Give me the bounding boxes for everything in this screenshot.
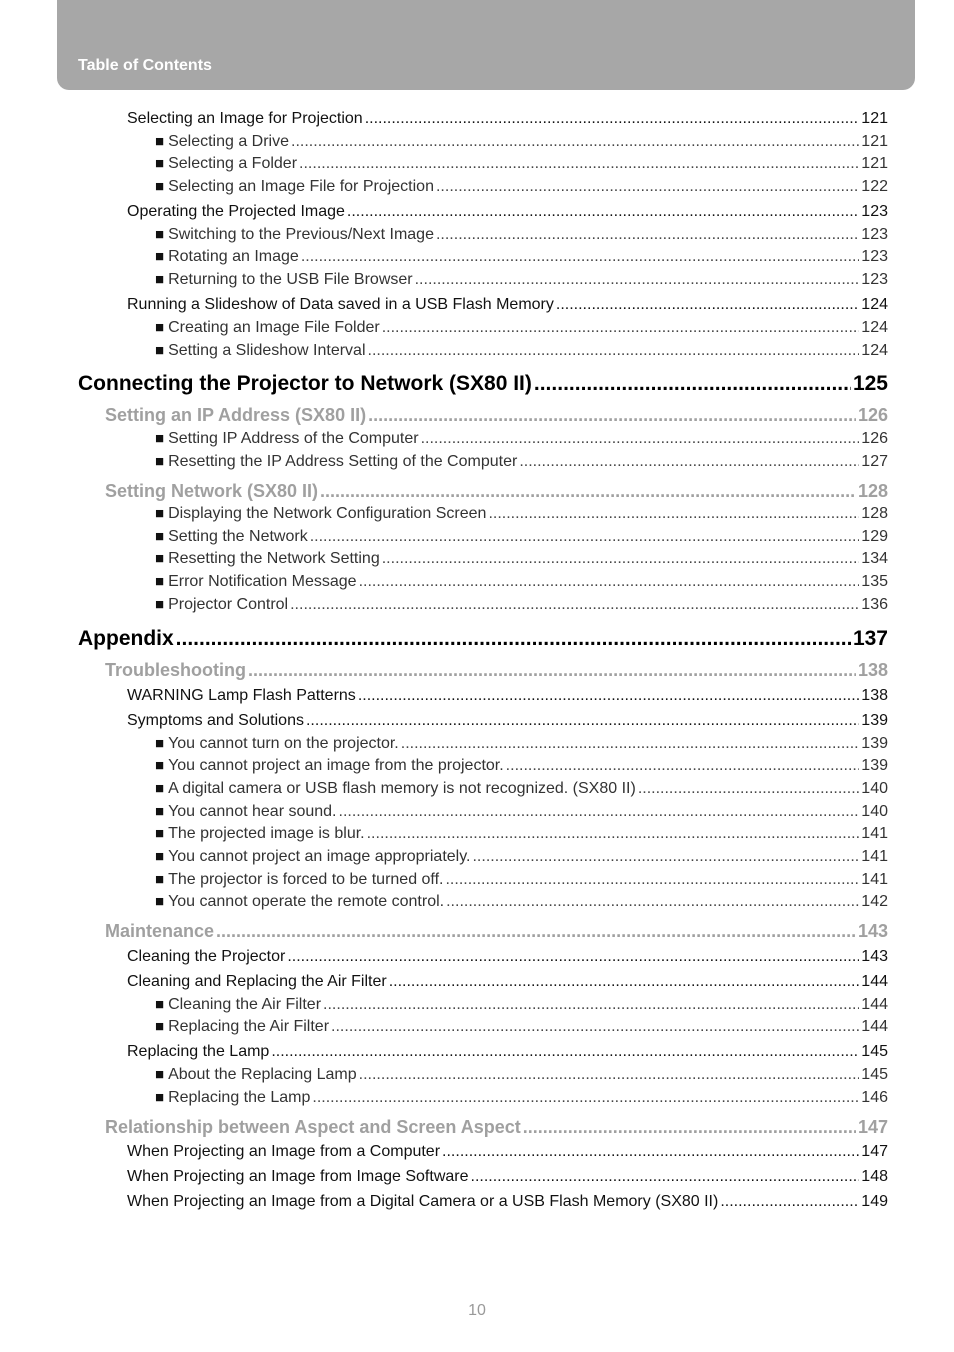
square-bullet-icon: ■ (155, 596, 165, 613)
toc-entry-title (155, 596, 288, 614)
dot-leader (436, 226, 859, 244)
dot-leader (291, 133, 859, 151)
toc-entry-title (127, 1143, 440, 1161)
toc-entry[interactable] (155, 1018, 888, 1036)
toc-entry-text: You cannot operate the remote control. (168, 893, 445, 910)
square-bullet-icon: ■ (155, 871, 165, 888)
square-bullet-icon: ■ (155, 342, 165, 359)
toc-entry-title (155, 453, 517, 471)
toc-entry[interactable] (155, 780, 888, 798)
toc-entry-text: Resetting the Network Setting (168, 550, 380, 567)
toc-entry[interactable] (155, 596, 888, 614)
dot-leader (368, 342, 860, 360)
toc-entry-text: About the Replacing Lamp (168, 1066, 357, 1083)
toc-entry-page: 135 (861, 573, 888, 590)
toc-entry-title (155, 1066, 357, 1084)
dot-leader (359, 573, 860, 591)
toc-entry-title (127, 296, 554, 314)
dot-leader (365, 110, 860, 128)
toc-entry[interactable] (155, 271, 888, 289)
toc-entry-page: 128 (861, 505, 888, 522)
toc-entry-text: Setting an IP Address (SX80 II) (105, 405, 367, 425)
toc-entry-title (155, 133, 289, 151)
square-bullet-icon: ■ (155, 780, 165, 797)
toc-entry-page: 138 (861, 687, 888, 704)
toc-entry-title (155, 1018, 329, 1036)
dot-leader (301, 248, 859, 266)
square-bullet-icon: ■ (155, 735, 165, 752)
dot-leader (436, 178, 859, 196)
toc-entry-page: 140 (861, 780, 888, 797)
toc-entry-text: When Projecting an Image from Image Software (127, 1168, 469, 1185)
toc-entry[interactable] (105, 1117, 888, 1138)
toc-entry-text: Relationship between Aspect and Screen Aspect (105, 1117, 521, 1137)
toc-entry-text: Setting a Slideshow Interval (168, 342, 366, 359)
toc-entry-page: 122 (861, 178, 888, 195)
square-bullet-icon: ■ (155, 271, 165, 288)
toc-entry-page: 147 (857, 1117, 888, 1137)
toc-entry[interactable] (155, 871, 888, 889)
dot-leader (445, 871, 859, 889)
dot-leader (271, 1043, 859, 1061)
toc-entry-page: 126 (857, 405, 888, 425)
toc-entry-text: Operating the Projected Image (127, 203, 345, 220)
toc-entry[interactable] (78, 372, 888, 396)
square-bullet-icon: ■ (155, 528, 165, 545)
toc-entry-page: 124 (861, 342, 888, 359)
toc-entry-page: 123 (861, 226, 888, 243)
dot-leader (310, 528, 860, 546)
dot-leader (382, 550, 860, 568)
toc-entry-title (78, 372, 532, 396)
toc-entry-page: 139 (861, 757, 888, 774)
dot-leader (446, 893, 859, 911)
toc-entry-title (127, 712, 304, 730)
toc-entry[interactable] (155, 996, 888, 1014)
toc-entry-text: Setting Network (SX80 II) (105, 481, 319, 501)
square-bullet-icon: ■ (155, 505, 165, 522)
dot-leader (534, 372, 851, 396)
toc-entry-text: Selecting an Image for Projection (127, 110, 363, 127)
toc-entry-title (155, 505, 486, 523)
dot-leader (472, 848, 859, 866)
toc-entry-text: You cannot hear sound. (168, 803, 337, 820)
toc-entry-title (155, 226, 434, 244)
toc-entry-text: Setting IP Address of the Computer (168, 430, 419, 447)
toc-entry-page: 124 (861, 296, 888, 313)
toc-entry-text: Cleaning the Projector (127, 948, 286, 965)
toc-entry-title (127, 1043, 269, 1061)
header-bar (57, 0, 915, 90)
dot-leader (382, 319, 860, 337)
toc-entry[interactable] (127, 1043, 888, 1061)
toc-entry-text: Displaying the Network Configuration Screen (168, 505, 487, 522)
toc-entry-text: You cannot turn on the projector. (168, 735, 399, 752)
toc-entry-title (155, 871, 443, 889)
header-title: Table of Contents (78, 57, 212, 74)
square-bullet-icon: ■ (155, 1089, 165, 1106)
toc-entry-page: 124 (861, 319, 888, 336)
toc-entry[interactable] (155, 155, 888, 173)
dot-leader (488, 505, 859, 523)
toc-entry[interactable] (155, 430, 888, 448)
toc-entry-text: Symptoms and Solutions (127, 712, 304, 729)
dot-leader (339, 803, 860, 821)
toc-entry-page: 139 (861, 735, 888, 752)
dot-leader (347, 203, 859, 221)
toc-entry-text: Error Notification Message (168, 573, 357, 590)
toc-entry[interactable] (105, 660, 888, 681)
square-bullet-icon: ■ (155, 133, 165, 150)
square-bullet-icon: ■ (155, 550, 165, 567)
toc-entry[interactable] (155, 1066, 888, 1084)
toc-entry-title (155, 893, 444, 911)
dot-leader (359, 1066, 860, 1084)
toc-entry[interactable] (155, 848, 888, 866)
toc-entry-title (155, 248, 299, 266)
toc-entry-title (155, 178, 434, 196)
toc-entry-title (105, 405, 366, 426)
square-bullet-icon: ■ (155, 848, 165, 865)
toc-entry-title (127, 203, 345, 221)
dot-leader (176, 627, 851, 651)
toc-entry[interactable] (127, 1193, 888, 1211)
dot-leader (216, 921, 856, 942)
toc-entry-page: 139 (861, 712, 888, 729)
toc-entry-page: 121 (861, 110, 888, 127)
toc-entry[interactable] (127, 1168, 888, 1186)
toc-entry[interactable] (127, 973, 888, 991)
toc-entry-title (127, 1193, 718, 1211)
toc-entry-page: 145 (861, 1066, 888, 1083)
toc-entry[interactable] (105, 921, 888, 942)
dot-leader (519, 453, 859, 471)
dot-leader (471, 1168, 860, 1186)
dot-leader (442, 1143, 859, 1161)
toc-entry-page: 144 (861, 973, 888, 990)
toc-entry-text: A digital camera or USB flash memory is not recognized. (SX80 II) (168, 780, 636, 797)
dot-leader (389, 973, 860, 991)
toc-entry[interactable] (127, 948, 888, 966)
toc-entry-title (105, 481, 318, 502)
square-bullet-icon: ■ (155, 1018, 165, 1035)
dot-leader (415, 271, 860, 289)
toc-entry-text: Connecting the Projector to Network (SX80 II) (78, 372, 532, 395)
toc-entry-title (155, 319, 380, 337)
square-bullet-icon: ■ (155, 996, 165, 1013)
toc-entry-page: 128 (857, 481, 888, 501)
square-bullet-icon: ■ (155, 319, 165, 336)
toc-entry-page: 141 (861, 871, 888, 888)
toc-entry-text: Selecting a Folder (168, 155, 298, 172)
toc-entry-page: 121 (861, 155, 888, 172)
square-bullet-icon: ■ (155, 178, 165, 195)
toc-entry-text: Maintenance (105, 921, 215, 941)
square-bullet-icon: ■ (155, 430, 165, 447)
dot-leader (638, 780, 859, 798)
toc-entry-page: 126 (861, 430, 888, 447)
toc-entry-title (155, 757, 504, 775)
toc-entry-title (127, 1168, 469, 1186)
toc-entry-text: Cleaning the Air Filter (168, 996, 322, 1013)
toc-entry-text: Resetting the IP Address Setting of the Computer (168, 453, 518, 470)
toc-entry-title (155, 735, 399, 753)
toc-entry-title (155, 573, 357, 591)
toc-entry-title (155, 848, 470, 866)
toc-entry[interactable] (155, 226, 888, 244)
toc-entry-page: 123 (861, 248, 888, 265)
square-bullet-icon: ■ (155, 155, 165, 172)
toc-entry[interactable] (155, 757, 888, 775)
square-bullet-icon: ■ (155, 757, 165, 774)
dot-leader (306, 712, 859, 730)
page-number: 10 (468, 1302, 486, 1319)
toc-entry-title (155, 342, 366, 360)
toc-entry-title (155, 550, 380, 568)
toc-entry-page: 134 (861, 550, 888, 567)
toc-entry-text: When Projecting an Image from a Digital Camera or a USB Flash Memory (SX80 II) (127, 1193, 719, 1210)
toc-entry[interactable] (155, 735, 888, 753)
toc-entry[interactable] (155, 505, 888, 523)
dot-leader (287, 948, 859, 966)
toc-entry-page: 144 (861, 996, 888, 1013)
toc-entry-page: 129 (861, 528, 888, 545)
toc-entry-page: 125 (852, 372, 888, 395)
toc-entry-text: Rotating an Image (168, 248, 299, 265)
toc-entry-page: 123 (861, 271, 888, 288)
toc-entry-text: Appendix (78, 627, 174, 650)
toc-entry-page: 143 (857, 921, 888, 941)
square-bullet-icon: ■ (155, 248, 165, 265)
toc-entry-text: The projected image is blur. (168, 825, 365, 842)
toc-entry-title (127, 948, 285, 966)
dot-leader (248, 660, 856, 681)
dot-leader (320, 481, 856, 502)
square-bullet-icon: ■ (155, 825, 165, 842)
toc-entry-text: Returning to the USB File Browser (168, 271, 413, 288)
toc-entry-title (105, 921, 214, 942)
toc-entry[interactable] (155, 825, 888, 843)
toc-entry-text: When Projecting an Image from a Computer (127, 1143, 441, 1160)
toc-entry-title (155, 780, 636, 798)
toc-entry-title (155, 1089, 310, 1107)
toc-entry-text: Cleaning and Replacing the Air Filter (127, 973, 387, 990)
toc-entry-text: Replacing the Lamp (127, 1043, 270, 1060)
toc-entry-title (105, 660, 246, 681)
toc-entry-text: Troubleshooting (105, 660, 246, 680)
toc-entry-title (155, 155, 297, 173)
toc-entry-text: Running a Slideshow of Data saved in a USB Flash Memory (127, 296, 554, 313)
dot-leader (323, 996, 859, 1014)
square-bullet-icon: ■ (155, 893, 165, 910)
square-bullet-icon: ■ (155, 1066, 165, 1083)
toc-entry-text: Selecting an Image File for Projection (168, 178, 434, 195)
toc-entry-text: You cannot project an image appropriately. (168, 848, 471, 865)
dot-leader (720, 1193, 859, 1211)
toc-entry-text: Setting the Network (168, 528, 308, 545)
dot-leader (290, 596, 859, 614)
toc-entry-page: 147 (861, 1143, 888, 1160)
toc-entry-page: 142 (861, 893, 888, 910)
toc-entry[interactable] (155, 893, 888, 911)
square-bullet-icon: ■ (155, 573, 165, 590)
dot-leader (299, 155, 859, 173)
toc-entry-title (155, 430, 419, 448)
toc-entry-title (127, 973, 387, 991)
toc-entry[interactable] (127, 687, 888, 705)
toc-entry[interactable] (127, 1143, 888, 1161)
toc-entry-text: Creating an Image File Folder (168, 319, 380, 336)
toc-entry[interactable] (155, 550, 888, 568)
toc-entry-text: WARNING Lamp Flash Patterns (127, 687, 356, 704)
dot-leader (358, 687, 859, 705)
toc-entry-page: 127 (861, 453, 888, 470)
dot-leader (368, 405, 856, 426)
toc-entry-title (78, 627, 174, 651)
dot-leader (401, 735, 860, 753)
dot-leader (367, 825, 860, 843)
toc-entry[interactable] (155, 248, 888, 266)
toc-entry-page: 141 (861, 825, 888, 842)
toc-entry-text: You cannot project an image from the projector. (168, 757, 504, 774)
square-bullet-icon: ■ (155, 803, 165, 820)
toc-entry[interactable] (155, 133, 888, 151)
dot-leader (523, 1117, 856, 1138)
toc-entry-page: 143 (861, 948, 888, 965)
toc-entry-page: 145 (861, 1043, 888, 1060)
toc-entry[interactable] (78, 627, 888, 651)
toc-entry-title (155, 996, 321, 1014)
toc-entry-page: 144 (861, 1018, 888, 1035)
toc-entry-title (155, 825, 365, 843)
toc-entry-text: Projector Control (168, 596, 289, 613)
toc-entry[interactable] (127, 110, 888, 128)
dot-leader (421, 430, 860, 448)
toc-entry[interactable] (155, 803, 888, 821)
toc-entry-page: 141 (861, 848, 888, 865)
dot-leader (312, 1089, 859, 1107)
dot-leader (556, 296, 859, 314)
toc-entry-page: 148 (861, 1168, 888, 1185)
toc-entry[interactable] (127, 203, 888, 221)
toc-entry-text: Switching to the Previous/Next Image (168, 226, 434, 243)
square-bullet-icon: ■ (155, 453, 165, 470)
toc-entry[interactable] (127, 296, 888, 314)
toc-entry[interactable] (105, 481, 888, 502)
toc-entry-text: Selecting a Drive (168, 133, 290, 150)
toc-entry-page: 149 (861, 1193, 888, 1210)
toc-entry[interactable] (127, 712, 888, 730)
dot-leader (506, 757, 860, 775)
toc-entry-title (155, 528, 308, 546)
square-bullet-icon: ■ (155, 226, 165, 243)
toc-entry-text: Replacing the Lamp (168, 1089, 311, 1106)
toc-entry-page: 146 (861, 1089, 888, 1106)
toc-entry-page: 140 (861, 803, 888, 820)
toc-entry[interactable] (155, 453, 888, 471)
toc-entry-text: The projector is forced to be turned off. (168, 871, 444, 888)
toc-entry-page: 121 (861, 133, 888, 150)
toc-entry[interactable] (155, 178, 888, 196)
dot-leader (331, 1018, 859, 1036)
toc-entry-page: 136 (861, 596, 888, 613)
toc-entry-page: 138 (857, 660, 888, 680)
toc-entry-title (155, 271, 413, 289)
toc-entry[interactable] (155, 319, 888, 337)
toc-entry[interactable] (155, 528, 888, 546)
toc-entry[interactable] (155, 573, 888, 591)
toc-entry[interactable] (155, 342, 888, 360)
toc-entry-page: 137 (852, 627, 888, 650)
toc-entry-title (155, 803, 337, 821)
toc-entry-page: 123 (861, 203, 888, 220)
toc-entry[interactable] (155, 1089, 888, 1107)
toc-entry-title (127, 687, 356, 705)
toc-entry-title (105, 1117, 521, 1138)
toc-entry-title (127, 110, 363, 128)
toc-entry-text: Replacing the Air Filter (168, 1018, 330, 1035)
toc-entry[interactable] (105, 405, 888, 426)
